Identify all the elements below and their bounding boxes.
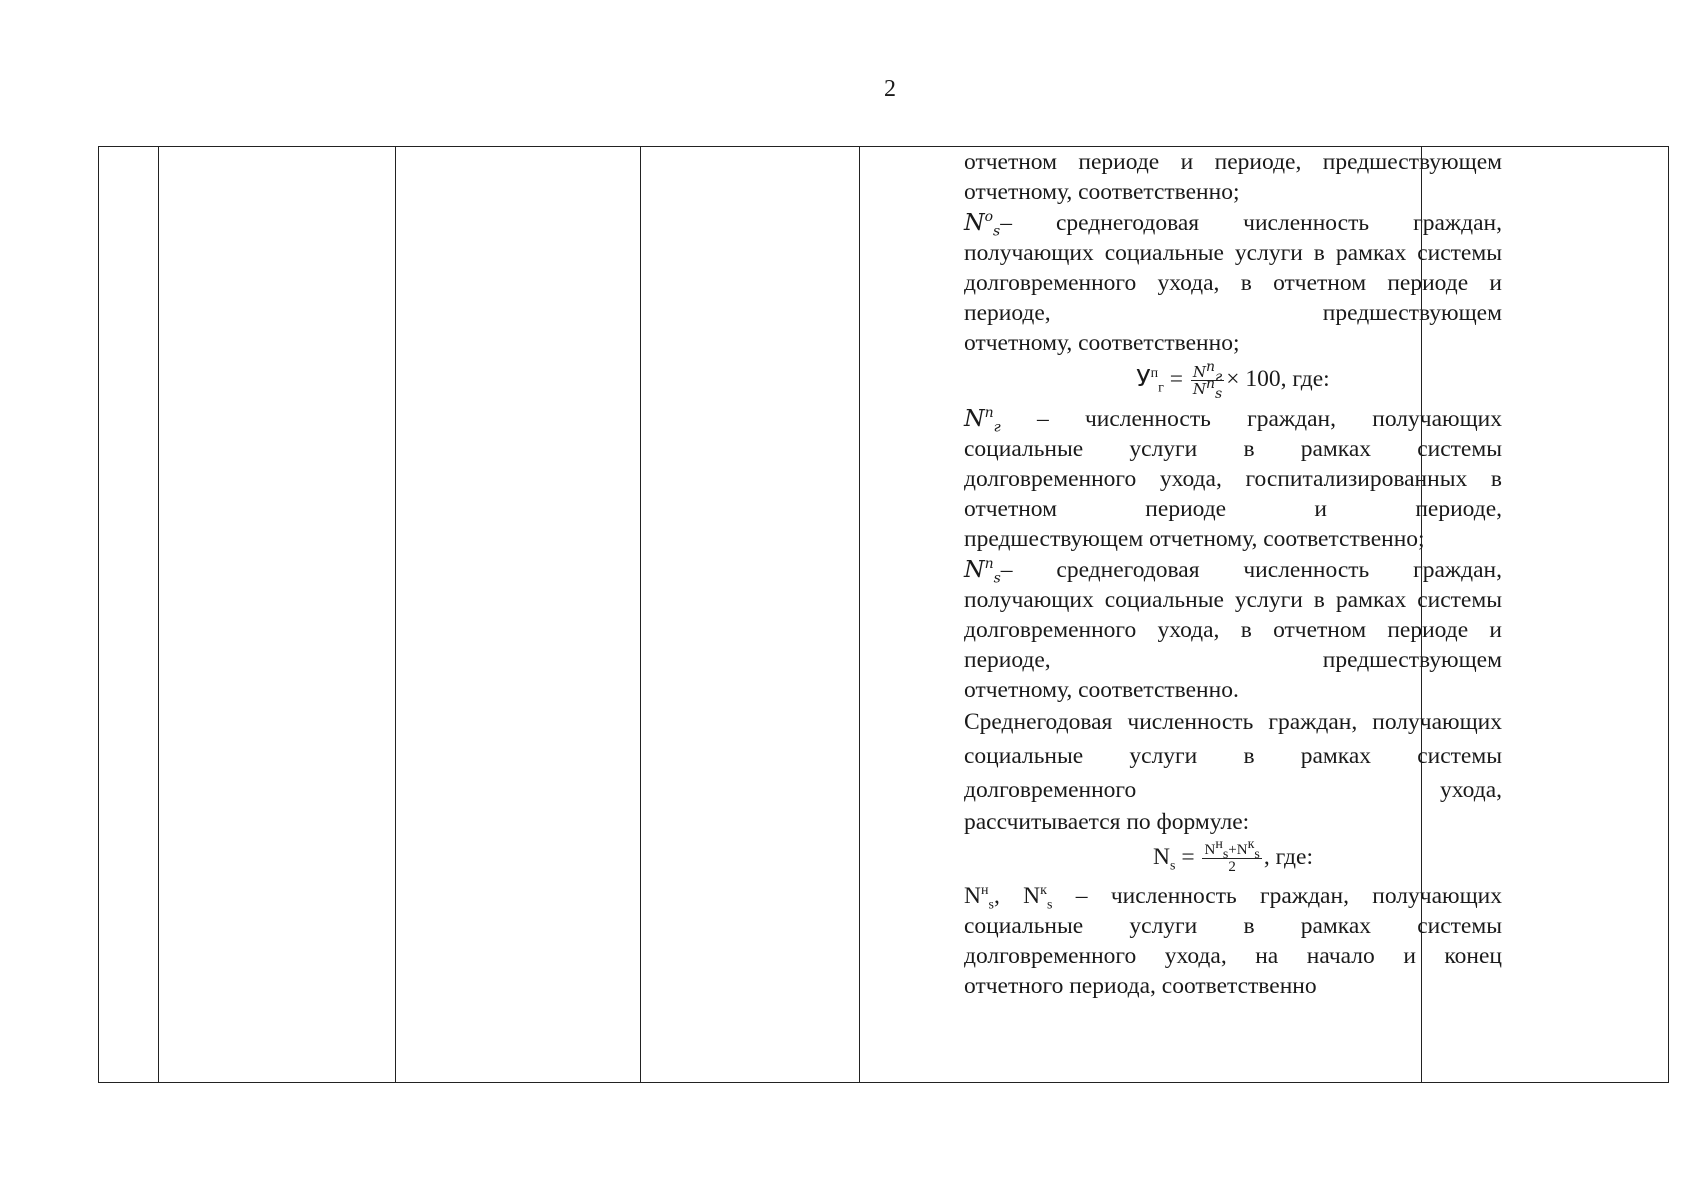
definition-ns-n-k: $N^н_s$, $N^к_s$ – численность граждан, получающих социальные услуги в рамках системы долговременного ухода, на начало и конец xyxy=(964,883,1502,970)
paragraph-average-annual: Среднегодовая численность граждан, получающих социальные услуги в рамках системы долговременного ухода, xyxy=(964,709,1502,804)
symbol-ns-n: $N^н_s$ xyxy=(964,883,994,913)
definition-ns-o: $N^о_s-$ среднегодовая численность граждан, получающих социальные услуги в рамках системы долговременного ухода, в отчетном периоде и периоде, предшествующем xyxy=(964,208,1502,326)
definition-ns-o-tail: отчетному, соответственно; xyxy=(964,330,1240,356)
symbol-ns-p: $N^п_s$ xyxy=(964,555,1001,587)
symbol-ns-k: $N^к_s$ xyxy=(1023,883,1053,913)
formula-average-annual: $N_s$ = $\frac{N^н_s+N^к_s}{2}$ , где: xyxy=(1153,837,1313,876)
symbol-ng-p: $N^п_г$ xyxy=(964,404,1001,436)
indicator-methodology-cell xyxy=(964,147,1502,1001)
definition-ng-p: $N^п_г$ – численность граждан, получающих социальные услуги в рамках системы долговременного ухода, госпитализированных в отчетном периоде и периоде, xyxy=(964,404,1502,523)
definition-ns-n-k-tail: отчетного периода, соответственно xyxy=(964,973,1317,1000)
definition-ns-p: $N^п_s-$ среднегодовая численность граждан, получающих социальные услуги в рамках системы долговременного ухода, в отчетном периоде и периоде, предшествующем xyxy=(964,555,1502,674)
definition-ns-p-tail: отчетному, соответственно. xyxy=(964,677,1239,704)
paragraph-intro-line1: отчетном периоде и периоде, предшествующем xyxy=(964,149,1502,175)
document-table xyxy=(98,146,1669,1083)
page-number: 2 xyxy=(884,76,896,102)
formula1-fraction: $\frac{N^п_г}{N^п_s}$ xyxy=(1192,359,1223,403)
symbol-ns-o: $N^о_s$ xyxy=(964,208,1001,240)
column-divider-4 xyxy=(859,147,860,1082)
formula2-fraction: $\frac{N^н_s+N^к_s}{2}$ xyxy=(1204,837,1260,876)
column-divider-2 xyxy=(395,147,396,1082)
paragraph-intro-line2: отчетному, соответственно; xyxy=(964,179,1240,205)
column-divider-3 xyxy=(640,147,641,1082)
paragraph-average-annual-tail: рассчитывается по формуле: xyxy=(964,809,1250,836)
definition-ng-p-tail: предшествующем отчетному, соответственно; xyxy=(964,526,1425,553)
formula-hospitalization-rate: $У^п_г$ = $\frac{N^п_г}{N^п_s}$ × 100, где: xyxy=(1136,359,1330,403)
column-divider-1 xyxy=(158,147,159,1082)
